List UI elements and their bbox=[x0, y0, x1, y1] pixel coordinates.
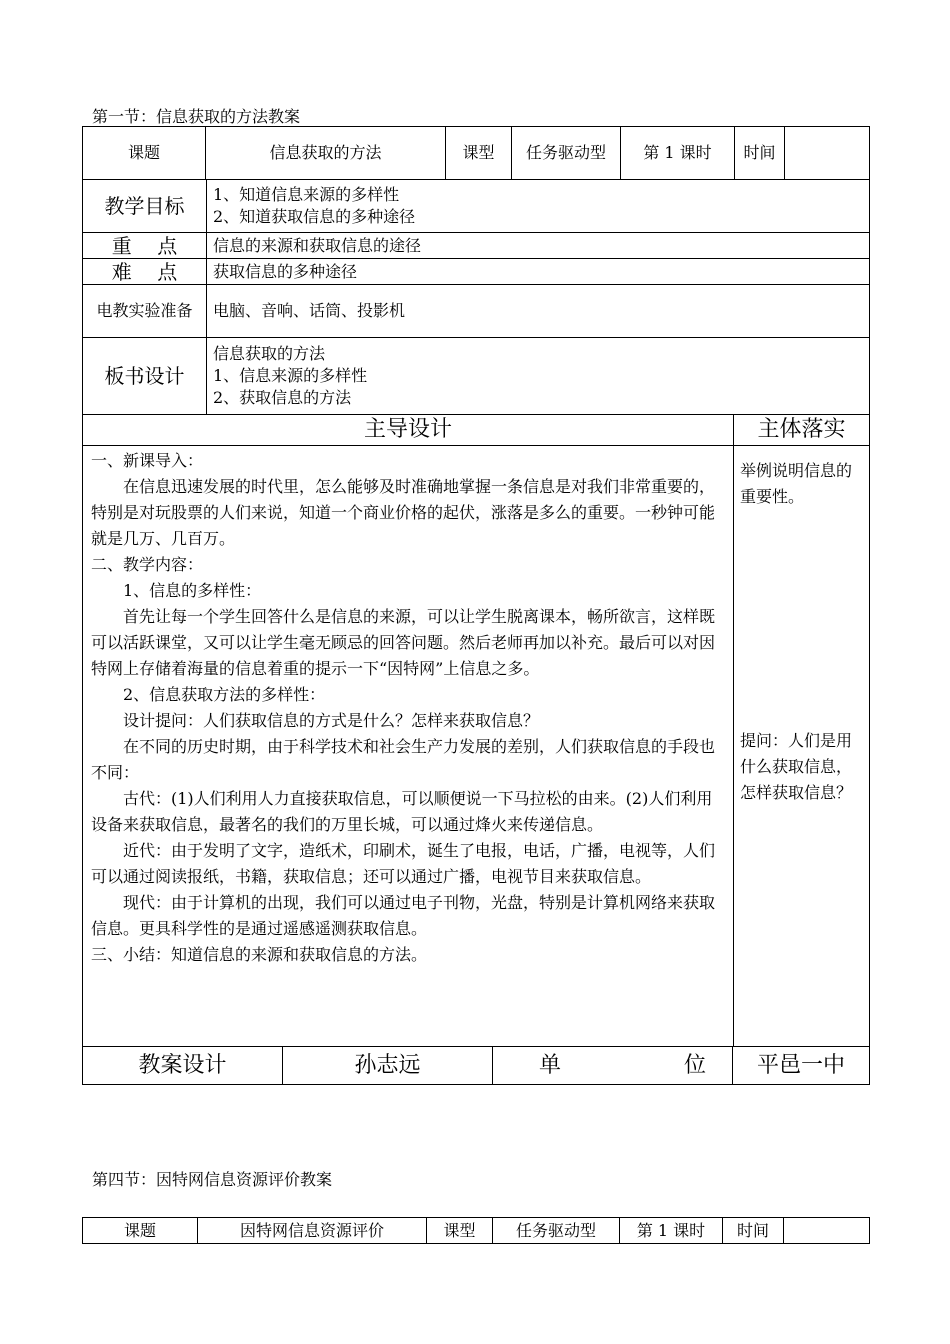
content-para: 2、信息获取方法的多样性： bbox=[123, 685, 326, 704]
topic-label: 课题 bbox=[83, 127, 206, 180]
period: 第 1 课时 bbox=[620, 1218, 723, 1244]
notes-cell bbox=[734, 446, 870, 1047]
goal-item: 1、知道信息来源的多样性 bbox=[213, 185, 400, 204]
content-para: 在信息迅速发展的时代里，怎么能够及时准确地掌握一条信息是对我们非常重要的，特别是对玩股票的人们来说，知道一个商业价格的起伏，涨落是多么的重要。一秒钟可能就是几万、几百万。 bbox=[91, 477, 716, 548]
time-value bbox=[784, 1218, 870, 1244]
goal-item: 2、知道获取信息的多种途径 bbox=[213, 207, 416, 226]
time-value bbox=[785, 127, 870, 180]
content-para: 二、教学内容： bbox=[91, 555, 204, 574]
unit-label bbox=[493, 1047, 733, 1085]
key-label: 重 点 bbox=[83, 233, 207, 259]
board-line: 信息获取的方法 bbox=[213, 344, 326, 363]
section1-header-table bbox=[82, 126, 870, 180]
section4-header-table bbox=[82, 1217, 870, 1244]
type-label: 课型 bbox=[427, 1218, 493, 1244]
note-item: 提问：人们是用什么获取信息，怎样获取信息？ bbox=[740, 731, 853, 802]
type-value: 任务驱动型 bbox=[512, 127, 621, 180]
content-para: 设计提问：人们获取信息的方式是什么？怎样来获取信息？ bbox=[123, 711, 540, 730]
designer-label: 教案设计 bbox=[83, 1047, 283, 1085]
topic-value: 信息获取的方法 bbox=[206, 127, 446, 180]
section4-title: 第四节：因特网信息资源评价教案 bbox=[92, 1170, 333, 1189]
difficult-value: 获取信息的多种途径 bbox=[207, 259, 870, 285]
board-cell bbox=[207, 338, 870, 415]
topic-value: 因特网信息资源评价 bbox=[198, 1218, 427, 1244]
content-para: 现代：由于计算机的出现，我们可以通过电子刊物，光盘，特别是计算机网络来获取信息。更具科学性的是通过遥感遥测获取信息。 bbox=[91, 893, 716, 938]
section1-info-table bbox=[82, 179, 870, 415]
content-para: 一、新课导入： bbox=[91, 451, 204, 470]
board-line: 2、获取信息的方法 bbox=[213, 388, 352, 407]
unit-label-part: 单 bbox=[539, 1052, 562, 1078]
type-label: 课型 bbox=[446, 127, 512, 180]
main-design-header: 主导设计 bbox=[83, 415, 734, 446]
period: 第 1 课时 bbox=[621, 127, 735, 180]
key-value: 信息的来源和获取信息的途径 bbox=[207, 233, 870, 259]
content-para: 近代：由于发明了文字，造纸术，印刷术，诞生了电报，电话，广播，电视等，人们可以通过阅读报纸，书籍，获取信息；还可以通过广播，电视节目来获取信息。 bbox=[91, 841, 716, 886]
equip-label: 电教实验准备 bbox=[83, 285, 207, 338]
unit-label-part: 位 bbox=[683, 1052, 706, 1078]
content-para: 古代：(1)人们利用人力直接获取信息，可以顺便说一下马拉松的由来。(2)人们利用设备来获取信息，最著名的我们的万里长城，可以通过烽火来传递信息。 bbox=[91, 789, 713, 834]
content-para: 三、小结：知道信息的来源和获取信息的方法。 bbox=[91, 945, 428, 964]
board-label: 板书设计 bbox=[83, 338, 207, 415]
designer-value: 孙志远 bbox=[283, 1047, 493, 1085]
time-label: 时间 bbox=[723, 1218, 784, 1244]
board-line: 1、信息来源的多样性 bbox=[213, 366, 368, 385]
difficult-label: 难 点 bbox=[83, 259, 207, 285]
content-para: 1、信息的多样性： bbox=[123, 581, 262, 600]
goals-cell bbox=[207, 180, 870, 233]
content-cell bbox=[83, 446, 734, 1047]
goals-label: 教学目标 bbox=[83, 180, 207, 233]
section1-title: 第一节：信息获取的方法教案 bbox=[92, 107, 301, 126]
content-para: 首先让每一个学生回答什么是信息的来源，可以让学生脱离课本，畅所欲言，这样既可以活跃课堂，又可以让学生毫无顾忌的回答问题。然后老师再加以补充。最后可以对因特网上存储着海量的信息着重的提示一下“因特网”上信息之多。 bbox=[91, 607, 716, 678]
time-label: 时间 bbox=[735, 127, 785, 180]
content-para: 在不同的历史时期，由于科学技术和社会生产力发展的差别，人们获取信息的手段也不同： bbox=[91, 737, 716, 782]
main-body-header: 主体落实 bbox=[734, 415, 870, 446]
unit-value: 平邑一中 bbox=[733, 1047, 870, 1085]
section1-footer-table bbox=[82, 1046, 870, 1085]
equip-value: 电脑、音响、话筒、投影机 bbox=[207, 285, 870, 338]
note-item: 举例说明信息的重要性。 bbox=[740, 461, 853, 506]
topic-label: 课题 bbox=[83, 1218, 198, 1244]
section1-main-table bbox=[82, 414, 870, 1047]
type-value: 任务驱动型 bbox=[493, 1218, 620, 1244]
